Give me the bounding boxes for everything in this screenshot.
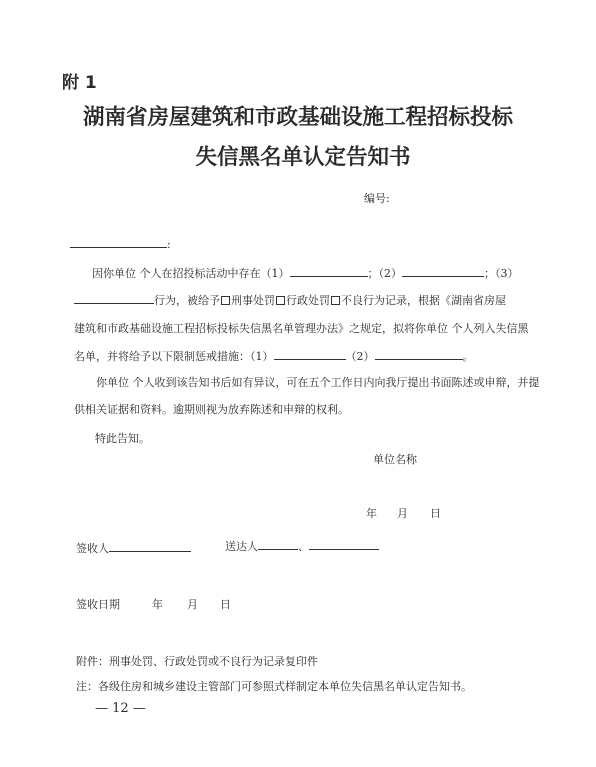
blank-2	[402, 265, 484, 277]
footnote: 注：各级住房和城乡建设主管部门可参照式样制定本单位失信黑名单认定告知书。	[76, 680, 472, 693]
blank-measure-2	[375, 348, 463, 360]
signer-blank	[109, 540, 191, 552]
checkbox-criminal	[221, 296, 230, 305]
deliverer-blank-1	[258, 538, 298, 550]
recipient-line: :	[70, 236, 171, 251]
signer-line: 签收人	[76, 540, 191, 556]
paragraph-2-line-1: 你单位 个人收到该告知书后如有异议，可在五个工作日内向我厅提出书面陈述或申辩，并提	[96, 376, 540, 389]
title-line-1: 湖南省房屋建筑和市政基础设施工程招标投标	[82, 105, 513, 130]
paragraph-1-line-2: 行为，被给予 刑事处罚 行政处罚 不良行为记录，根据《湖南省房屋	[74, 292, 506, 308]
deliverer-blank-2	[309, 538, 379, 550]
blank-3	[74, 292, 154, 304]
paragraph-2-line-2: 供相关证据和资料。逾期则视为放弃陈述和申辩的权利。	[74, 403, 349, 416]
checkbox-administrative	[276, 296, 285, 305]
page-number: — 12 —	[95, 701, 146, 716]
paragraph-1-line-1: 因你单位 个人在招投标活动中存在（1） ；（2） ；（3）	[92, 267, 519, 280]
blank-1	[290, 265, 368, 277]
issue-date: 年 月 日	[366, 507, 441, 520]
title-line-2: 失信黑名单认定告知书	[195, 145, 411, 170]
serial-number-label: 编号:	[364, 192, 390, 205]
paragraph-1-line-3: 建筑和市政基础设施工程招标投标失信黑名单管理办法》之规定，拟将你单位 个人列入失信黑	[74, 322, 529, 335]
attachment-note: 附件：刑事处罚、行政处罚或不良行为记录复印件	[76, 655, 318, 668]
paragraph-1-line-4: 名单，并将给予以下限制惩戒措施：（1） （2） 。	[74, 350, 474, 363]
checkbox-bad-behavior	[331, 296, 340, 305]
recipient-blank	[70, 236, 167, 248]
blank-measure-1	[274, 348, 346, 360]
attachment-label: 附 1	[62, 73, 97, 93]
hereby-notice: 特此告知。	[95, 432, 150, 445]
deliverer-line: 送达人 、	[225, 538, 379, 554]
sign-date-line: 签收日期 年 月 日	[76, 598, 231, 611]
unit-name-label: 单位名称	[373, 453, 417, 466]
